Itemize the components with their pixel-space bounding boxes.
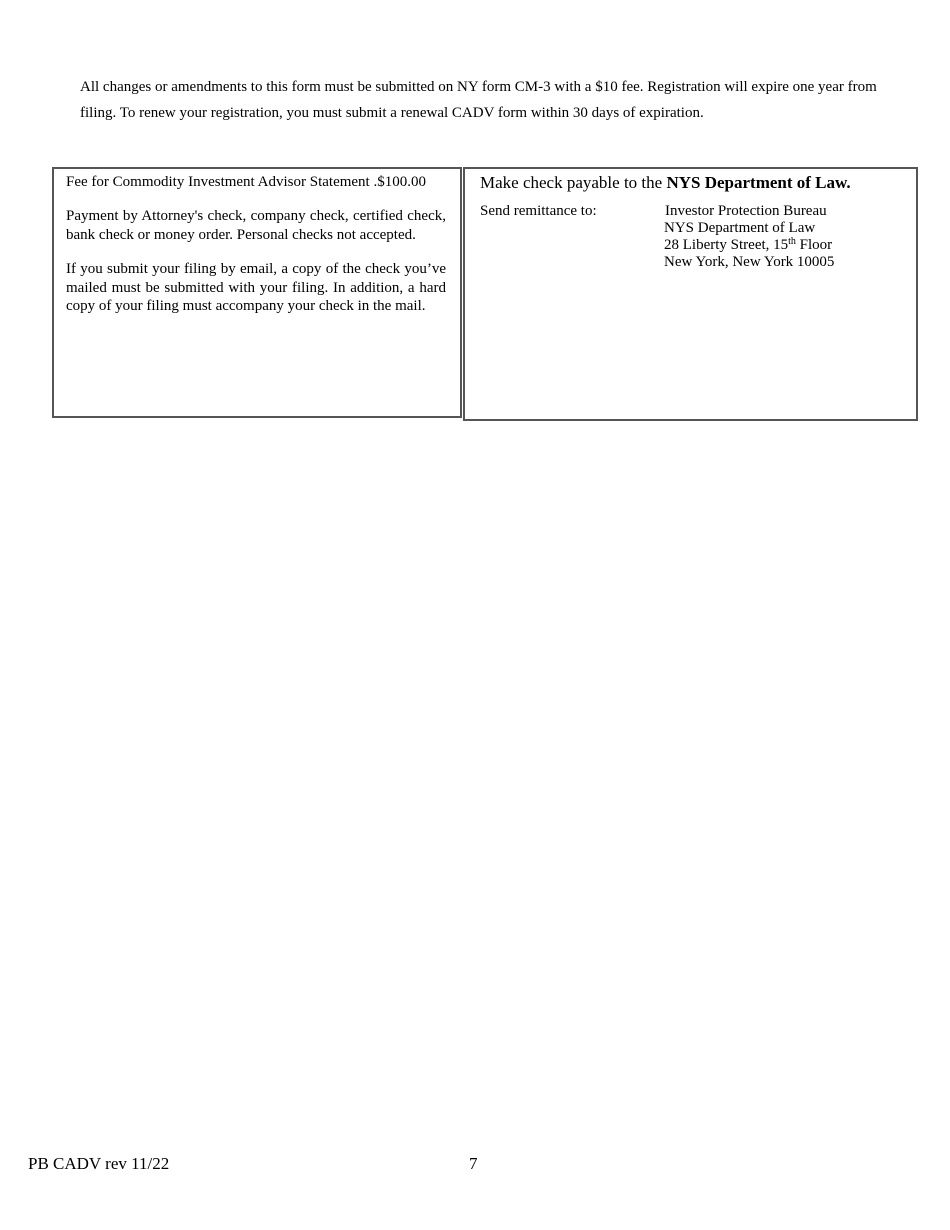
page-number: 7 bbox=[469, 1154, 478, 1173]
address-ordinal: th bbox=[788, 236, 796, 247]
email-filing-text: If you submit your filing by email, a copy of the check you’ve mailed must be submitted with your filing. In addition, a hard copy of your filing must accompany your check in the mail. bbox=[66, 261, 446, 314]
address-street: 28 Liberty Street, 15 bbox=[664, 237, 789, 253]
payment-methods-text: Payment by Attorney's check, company check, certified check, bank check or money order. Personal checks not accepted. bbox=[66, 208, 446, 243]
address-line-1: Investor Protection Bureau bbox=[665, 203, 827, 219]
intro-paragraph: All changes or amendments to this form must be submitted on NY form CM-3 with a $10 fee. Registration will expire one year from filing. To renew your registration, you must submit a renewal CADV form within 30 days of expiration. bbox=[80, 79, 877, 121]
payable-to-line bbox=[480, 173, 902, 193]
payable-prefix: Make check payable to the bbox=[480, 173, 667, 192]
remittance-box bbox=[463, 167, 918, 421]
address-floor: Floor bbox=[795, 237, 833, 253]
address-line-2: NYS Department of Law bbox=[664, 220, 816, 236]
address-line-4: New York, New York 10005 bbox=[664, 254, 835, 270]
payable-name: NYS Department of Law. bbox=[666, 173, 851, 192]
fee-line: Fee for Commodity Investment Advisor Statement .$100.00 bbox=[66, 174, 426, 190]
address-line-3 bbox=[664, 237, 834, 254]
remit-label: Send remittance to: bbox=[480, 203, 597, 219]
fee-box bbox=[52, 167, 462, 418]
form-id: PB CADV rev 11/22 bbox=[28, 1154, 170, 1173]
remit-address bbox=[664, 203, 834, 271]
